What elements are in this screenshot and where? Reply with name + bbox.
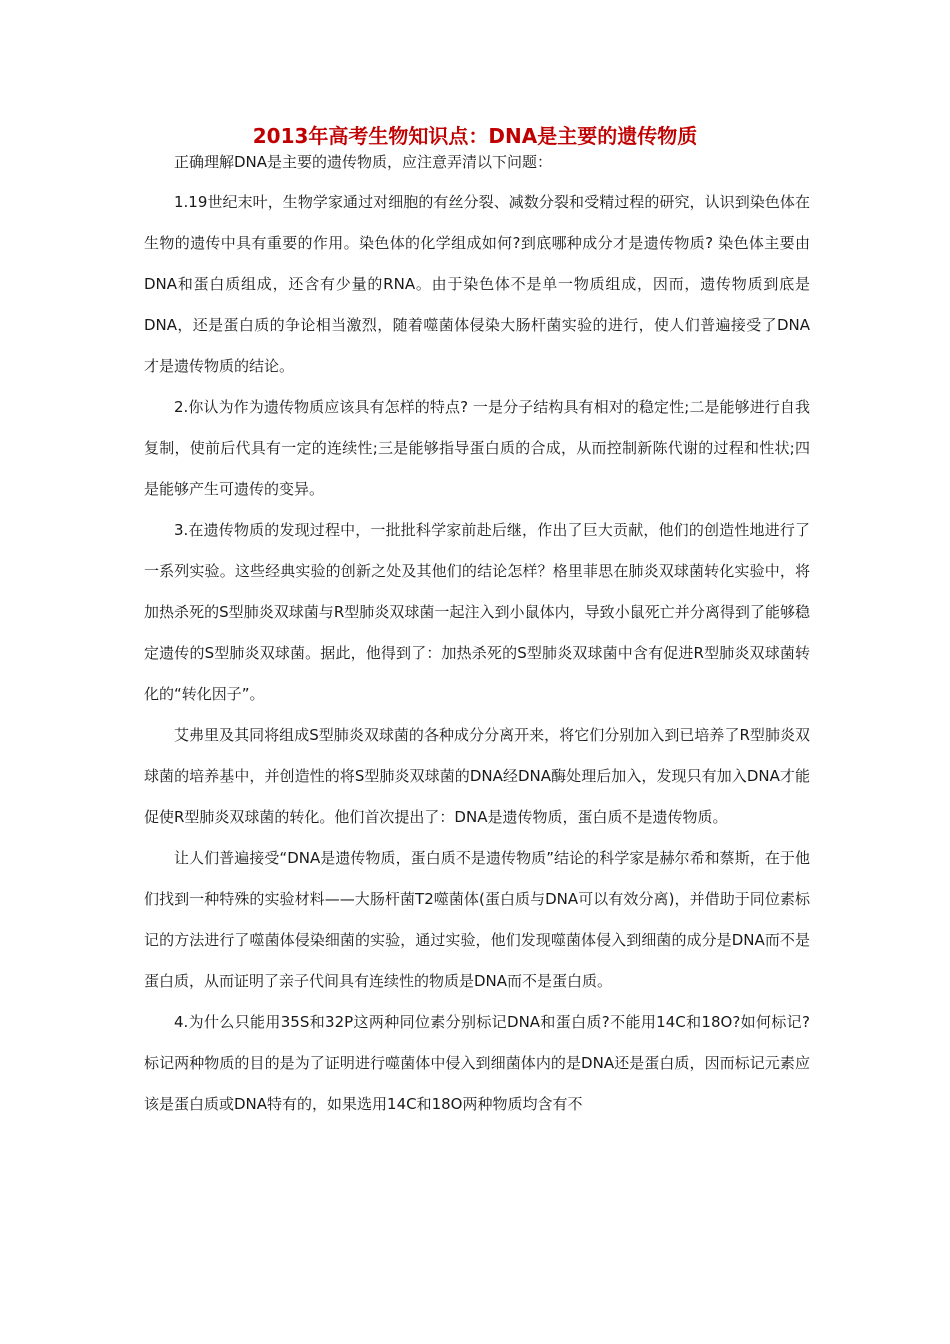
- paragraph-4: 4.为什么只能用35S和32P这两种同位素分别标记DNA和蛋白质?不能用14C和18O?如何标记? 标记两种物质的目的是为了证明进行噬菌体中侵入到细菌体内的是DNA还是蛋白质，因而标记元素应该是蛋白质或DNA特有的，如果选用14C和18O两种物质均含有不: [144, 1013, 810, 1113]
- paragraph-intro: 正确理解DNA是主要的遗传物质，应注意弄清以下问题：: [174, 153, 553, 171]
- paragraph-2: 2.你认为作为遗传物质应该具有怎样的特点? 一是分子结构具有相对的稳定性;二是能够进行自我复制，使前后代具有一定的连续性;三是能够指导蛋白质的合成，从而控制新陈代谢的过程和性状;四是能够产生可遗传的变异。: [144, 398, 810, 498]
- document-title: 2013年高考生物知识点：DNA是主要的遗传物质: [252, 124, 698, 148]
- paragraph-1: 1.19世纪末叶，生物学家通过对细胞的有丝分裂、减数分裂和受精过程的研究，认识到染色体在生物的遗传中具有重要的作用。染色体的化学组成如何?到底哪种成分才是遗传物质? 染色体主要由DNA和蛋白质组成，还含有少量的RNA。由于染色体不是单一物质组成，因而，遗传物质到底是DNA，还是蛋白质的争论相当激烈，随着噬菌体侵染大肠杆菌实验的进行，使人们普遍接受了DNA才是遗传物质的结论。: [144, 193, 810, 375]
- document-body: [144, 146, 810, 1125]
- paragraph-3: 3.在遗传物质的发现过程中，一批批科学家前赴后继，作出了巨大贡献，他们的创造性地进行了一系列实验。这些经典实验的创新之处及其他们的结论怎样？格里菲思在肺炎双球菌转化实验中，将加热杀死的S型肺炎双球菌与R型肺炎双球菌一起注入到小鼠体内，导致小鼠死亡并分离得到了能够稳定遗传的S型肺炎双球菌。据此，他得到了：加热杀死的S型肺炎双球菌中含有促进R型肺炎双球菌转化的“转化因子”。: [144, 521, 810, 703]
- paragraph-avery: 艾弗里及其同将组成S型肺炎双球菌的各种成分分离开来，将它们分别加入到已培养了R型肺炎双球菌的培养基中，并创造性的将S型肺炎双球菌的DNA经DNA酶处理后加入，发现只有加入DNA才能促使R型肺炎双球菌的转化。他们首次提出了：DNA是遗传物质，蛋白质不是遗传物质。: [144, 726, 810, 826]
- paragraph-hershey-chase: 让人们普遍接受“DNA是遗传物质，蛋白质不是遗传物质”结论的科学家是赫尔希和蔡斯，在于他们找到一种特殊的实验材料——大肠杆菌T2噬菌体(蛋白质与DNA可以有效分离)，并借助于同位素标记的方法进行了噬菌体侵染细菌的实验，通过实验，他们发现噬菌体侵入到细菌的成分是DNA而不是蛋白质，从而证明了亲子代间具有连续性的物质是DNA而不是蛋白质。: [144, 849, 810, 990]
